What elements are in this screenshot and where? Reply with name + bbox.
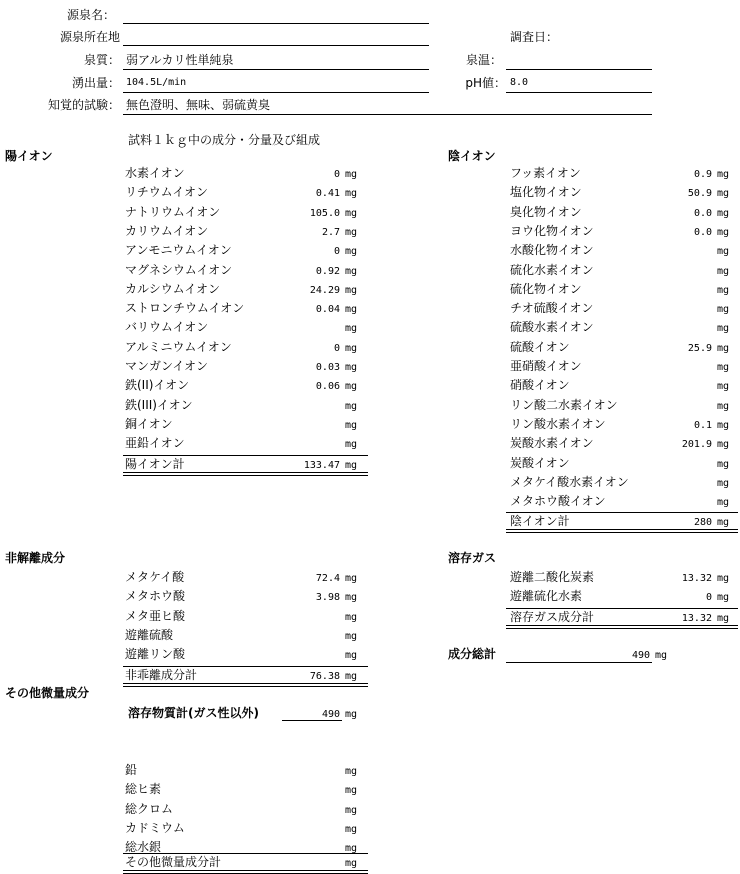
trace-row-unit: mg [345,785,358,797]
anions-total-unit: mg [717,517,730,529]
anions-row-value: 50.9 [687,188,712,200]
anions-row-name: チオ硫酸イオン [510,301,594,316]
cations-row-name: アルミニウムイオン [125,339,232,354]
cations-row-name: リチウムイオン [125,185,209,200]
trace-total-bottomline [123,870,368,871]
anions-row-value: 201.9 [681,439,712,451]
nondissociated-total-bottomline [123,683,368,684]
nondissociated-row-value: 3.98 [315,592,340,604]
cation-heading: 陽イオン [5,149,53,163]
flow-label: 湧出量： [71,76,120,90]
anions-row-unit: mg [717,458,730,470]
quality-value: 弱アルカリ性単純泉 [126,53,234,67]
grand-total-unit: mg [655,650,668,661]
gases-heading: 溶存ガス [448,551,497,565]
gases-row-unit: mg [717,592,730,604]
cations-row-unit: mg [345,342,358,354]
cations-row-unit: mg [345,284,358,296]
trace-row-name: 総水銀 [125,840,162,855]
cations-row-unit: mg [345,381,358,393]
anions-row-name: リン酸水素イオン [510,416,606,431]
cations-row-unit: mg [345,226,358,238]
anions-row-value: 0.1 [693,419,712,431]
trace-row-unit: mg [345,804,358,816]
source-name-underline [123,23,429,24]
anions-row-value: 25.9 [687,342,712,354]
cations-row-name: 銅イオン [125,416,173,431]
cations-row-name: マグネシウムイオン [125,262,233,277]
anions-row-unit: mg [717,362,730,373]
gases-row-name: 遊離硫化水素 [510,589,583,604]
anions-row-name: 硫化水素イオン [510,262,594,277]
grand-total-value: 490 [631,650,650,661]
anions-row-name: 塩化物イオン [510,185,582,200]
temp-label: 泉温： [465,53,502,67]
cations-row-value: 105.0 [309,207,340,219]
cations-row-name: 水素イオン [125,166,185,180]
anions-row-name: 臭化物イオン [510,204,582,219]
sensory-underline [123,114,652,115]
cations-row-value: 0 [333,246,340,258]
cations-row-unit: mg [345,207,358,219]
trace-row-unit: mg [345,823,358,835]
anions-row-name: 硫酸水素イオン [510,320,594,335]
nondissociated-row-name: 遊離硫酸 [125,627,174,642]
cations-row-value: 0.92 [315,265,340,277]
gases-total-value: 13.32 [681,612,712,624]
anions-total-bottomline [506,529,738,530]
nondissociated-total-topline [123,666,368,667]
dissolved-total-underline [282,720,342,721]
gases-total-bottomline [506,625,738,626]
sensory-label: 知覚的試験： [47,98,120,112]
cations-row-value: 0.04 [315,304,340,316]
anions-row-name: 炭酸イオン [510,455,570,470]
cations-row-name: 鉄(III)イオン [125,397,193,412]
flow-value: 104.5L/min [126,77,187,88]
nondissociated-row-name: 遊離リン酸 [125,647,186,662]
nondissociated-row-unit: mg [345,573,358,584]
cations-row-value: 0 [333,169,340,180]
cations-row-unit: mg [345,188,358,200]
nondissociated-row-unit: mg [345,630,358,642]
trace-row-unit: mg [345,843,358,855]
sensory-value: 無色澄明、無味、弱硫黄臭 [126,98,271,112]
trace-row-name: 総ヒ素 [125,782,162,797]
temp-underline [506,69,652,70]
trace-total-topline [123,853,368,854]
nondissociated-row-value: 72.4 [315,573,340,584]
grand-total-underline [506,662,652,663]
anions-row-name: 炭酸水素イオン [510,436,594,451]
gases-row-unit: mg [717,573,730,584]
ph-label: pH値： [465,76,506,90]
nondissociated-row-unit: mg [345,650,358,662]
nondissociated-total-value: 76.38 [309,670,340,682]
nondissociated-row-unit: mg [345,611,358,623]
dissolved-total-label: 溶存物質計(ガス性以外) [128,706,259,720]
cations-row-unit: mg [345,362,358,373]
anions-row-unit: mg [717,497,730,509]
cations-row-value: 0 [333,342,340,354]
flow-underline [123,92,429,93]
cations-total-topline [123,455,368,456]
ph-value: 8.0 [510,77,529,88]
anions-total-bottomline-2 [506,532,738,533]
quality-underline [123,69,429,70]
gases-row-value: 13.32 [681,573,712,584]
anions-row-unit: mg [717,342,730,354]
cations-row-unit: mg [345,439,358,451]
cations-row-name: ナトリウムイオン [125,204,221,219]
cations-total-unit: mg [345,459,358,471]
cations-row-name: 亜鉛イオン [125,436,185,451]
anions-row-unit: mg [717,304,730,316]
survey-date-label: 調査日： [510,30,559,44]
anions-row-unit: mg [717,188,730,200]
anions-row-unit: mg [717,246,730,258]
trace-row-name: 鉛 [125,763,138,777]
gases-row-value: 0 [705,592,712,604]
anions-row-unit: mg [717,169,730,180]
anions-row-value: 0.0 [693,226,712,238]
anions-row-name: 亜硝酸イオン [510,359,582,373]
nondissociated-row-name: メタ亜ヒ酸 [125,608,186,623]
cations-row-value: 2.7 [321,226,340,238]
cations-row-name: カリウムイオン [125,223,209,238]
nondissociated-row-name: メタケイ酸 [125,570,185,584]
anions-row-unit: mg [717,207,730,219]
trace-total-name: その他微量成分計 [125,854,222,869]
quality-label: 泉質： [83,53,120,67]
cations-row-value: 0.41 [315,188,340,200]
nondissociated-total-unit: mg [345,670,358,682]
cations-total-name: 陽イオン計 [125,456,185,471]
cations-row-unit: mg [345,400,358,412]
anions-row-unit: mg [717,284,730,296]
cations-row-name: マンガンイオン [125,359,209,373]
trace-heading: その他微量成分 [5,686,90,700]
source-name-label: 源泉名： [66,8,115,22]
anions-total-value: 280 [693,517,712,529]
nondissociated-row-name: メタホウ酸 [125,589,186,604]
anions-row-unit: mg [717,323,730,335]
gases-total-unit: mg [717,612,730,624]
location-underline [123,45,429,46]
cations-row-name: カルシウムイオン [125,281,220,296]
anions-row-name: メタホウ酸イオン [510,494,606,509]
anions-row-unit: mg [717,419,730,431]
anions-row-value: 0.0 [693,207,712,219]
cations-row-unit: mg [345,323,358,335]
anions-row-name: ヨウ化物イオン [510,223,594,238]
gases-total-bottomline-2 [506,628,738,629]
trace-total-unit: mg [345,857,358,869]
grand-total-label: 成分総計 [448,647,497,661]
cations-row-name: ストロンチウムイオン [125,301,245,316]
nondissociated-row-unit: mg [345,592,358,604]
anions-row-unit: mg [717,400,730,412]
gases-total-topline [506,608,738,609]
anions-row-name: リン酸二水素イオン [510,397,618,412]
cations-row-name: 鉄(II)イオン [125,378,190,393]
composition-title: 試料１ｋｇ中の成分・分量及び組成 [128,133,321,147]
trace-row-name: 総クロム [125,801,174,816]
anions-row-unit: mg [717,226,730,238]
anions-total-name: 陰イオン計 [510,514,570,529]
anions-row-unit: mg [717,477,730,489]
cations-row-value: 0.03 [315,362,340,373]
anions-row-unit: mg [717,439,730,451]
gases-row-name: 遊離二酸化炭素 [510,570,595,584]
anions-row-unit: mg [717,265,730,277]
cations-row-unit: mg [345,419,358,431]
cations-row-name: バリウムイオン [125,320,209,335]
anions-row-name: 水酸化物イオン [510,243,594,258]
anions-row-name: 硫化物イオン [510,281,582,296]
anions-row-value: 0.9 [693,169,712,180]
anions-row-name: フッ素イオン [510,166,581,180]
anions-row-name: メタケイ酸水素イオン [510,474,629,489]
anions-row-unit: mg [717,381,730,393]
ph-underline [506,92,652,93]
cations-row-unit: mg [345,304,358,316]
anions-row-name: 硝酸イオン [510,378,570,393]
anion-heading: 陰イオン [448,149,496,163]
anions-row-name: 硫酸イオン [510,339,570,354]
cations-total-bottomline [123,472,368,473]
trace-row-unit: mg [345,766,358,777]
gases-total-name: 溶存ガス成分計 [510,609,595,624]
nondissociated-total-bottomline-2 [123,686,368,687]
cations-row-value: 0.06 [315,381,340,393]
trace-row-name: カドミウム [125,820,185,835]
nondissociated-total-name: 非乖離成分計 [125,667,198,682]
cations-total-bottomline-2 [123,475,368,476]
cations-total-value: 133.47 [303,459,340,471]
dissolved-total-value: 490 [321,709,340,720]
nondissociated-heading: 非解離成分 [5,551,66,565]
cations-row-unit: mg [345,265,358,277]
location-label: 源泉所在地 [59,30,120,44]
cations-row-value: 24.29 [309,284,340,296]
cations-row-unit: mg [345,246,358,258]
dissolved-total-unit: mg [345,709,358,720]
trace-total-bottomline-2 [123,873,368,874]
cations-row-unit: mg [345,169,358,180]
cations-row-name: アンモニウムイオン [125,243,232,258]
